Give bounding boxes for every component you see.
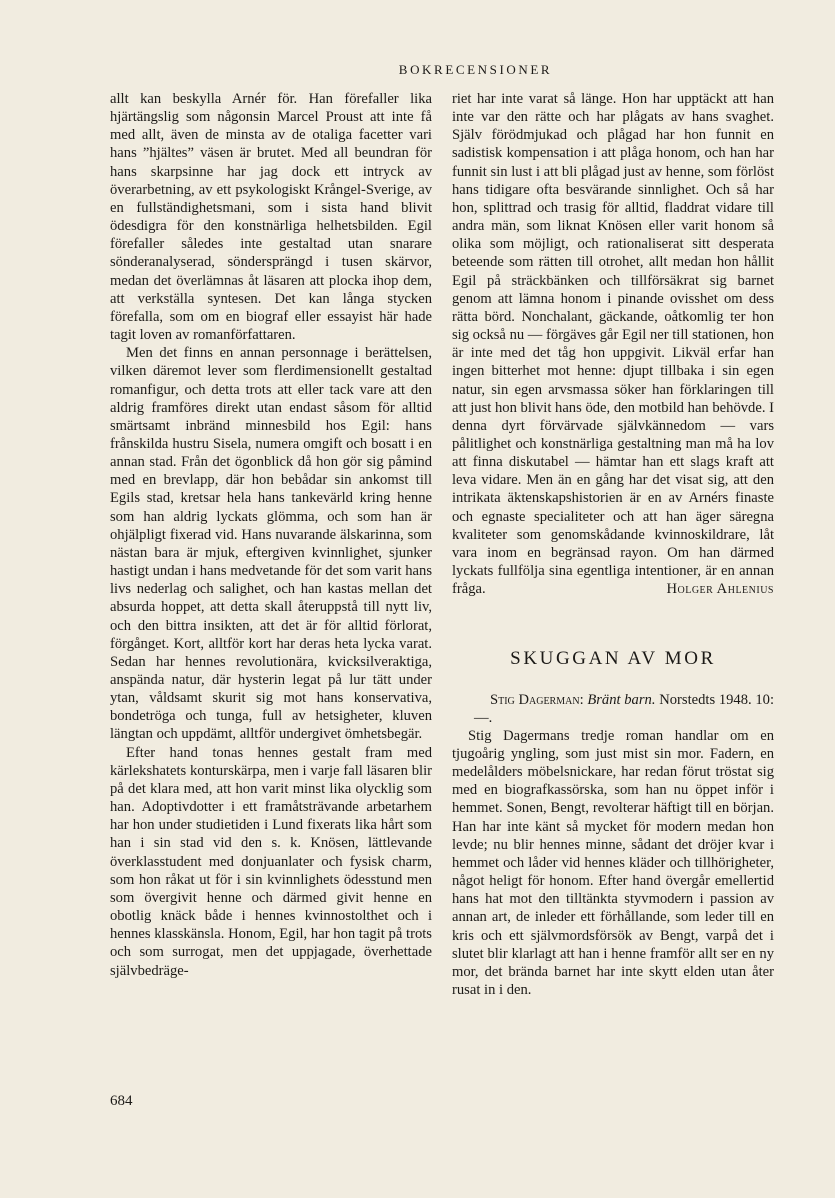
bibliography-author: Stig Dagerman:	[490, 691, 584, 708]
review-paragraph-1: Stig Dagermans tredje roman handlar om en tjugoårig yngling, som just mist sin mor. Fadern, en medelålders möbelsnickare, har redan förut tröstat sig med en biografkassörska, som han nu öppet inför i hemmet. Sonen, Bengt, revolterar häftigt till en början. Han har inte känt så mycket för modern medan hon levde; nu blir hennes minne, sådant det dröjer kvar i hemmet och låder vid hennes kläder och tillhörigheter, något heligt för honom. Efter hand övergår emellertid hans hat mot den tilltänkta styvmodern i passion av annan art, de inleder ett förhållande, som leder till en kris och ett självmordsförsök av Bengt, varpå det i slutet blir klarlagt att han i henne framför allt ser en ny mor, det brända barnet har inte skytt elden utan åter rusat in i den.	[452, 727, 774, 999]
running-head	[0, 62, 835, 78]
left-column	[110, 90, 432, 980]
bibliography-publisher: Norstedts 1948. 10: —.	[474, 691, 774, 726]
review-title: SKUGGAN AV MOR	[510, 648, 716, 670]
page-number: 684	[110, 1093, 133, 1109]
left-paragraph-1: allt kan beskylla Arnér för. Han förefaller lika hjärtängslig som någonsin Marcel Proust att inte få med allt, även de minsta av de otaliga facetter vari hans ”hjältes” väsen är brutet. Med all beundran för hans skarpsinne har jag dock ett intryck av överarbetning, av ett psykologiskt Krångel-Sverige, av en fullständighetsmani, som i sista hand blivit ödesdigra för den konstnärliga helhetsbilden. Egil förefaller således inte gestaltad utan snarare sönderanalyserad, söndersprängd i tusen skärvor, medan det överlämnas åt läsaren att plocka ihop dem, att verkställa syntesen. Det kan långa stycken förefalla, som om en biograf eller essayist här hade tagit loven av romanförfattaren.	[110, 91, 432, 344]
right-paragraph-1	[452, 90, 774, 598]
review-signature: Holger Ahlenius	[666, 581, 774, 598]
bibliography-line	[452, 691, 774, 727]
left-paragraph-3: Efter hand tonas hennes gestalt fram med kärlekshatets konturskärpa, men i varje fall läsaren blir på det klara med, att hon varit minst lika olycklig som han. Adoptivdotter i ett framåtsträvande arbetarhem har hon under studietiden i Lund fixerats lika hårt som han i sin stad vid den s. k. Knösen, lättlevande överklasstudent med donjuanlater och fysisk charm, som hon råkat ut för i sin kvinnlighets ödesstund men som övergivit henne och därmed givit henne en obotlig knäck både i hennes kvinnostolthet och i hennes klasskänsla. Honom, Egil, har hon tagit på trots och som surrogat, men det uppjagade, överhettade självbedräge-	[110, 744, 432, 979]
bibliography-title: Bränt barn.	[587, 691, 656, 708]
running-head-text: BOKRECENSIONER	[398, 62, 553, 77]
left-paragraph-2: Men det finns en annan personnage i berättelsen, vilken däremot lever som flerdimensionellt gestaltad romanfigur, och detta trots att eller tack vare att den aldrig framföres direkt utan endast såsom för alltid smärtsamt inbränd minnesbild hos Egil: hans frånskilda hustru Sisela, numera omgift och bosatt i en annan stad. Från det ögonblick då hon gör sig påmind med en brevlapp, där hon bebådar sin ankomst till Egils stad, kretsar hela hans tankevärld kring henne som han aldrig lyckats glömma, och som han är ohjälpligt fixerad vid. Hans nuvarande älskarinna, som nästan bara är mjuk, eftergiven kvinnlighet, sjunker hastigt undan i hans medvetande för det som varit hans livs nederlag och salighet, och han kastas mellan det absurda hoppet, att detta skall återuppstå till nytt liv, och den bittra insikten, att det är för alltid förlorat, förgånget. Kort, alltför kort har deras heta lycka varat. Sedan har hennes revolutionära, kvicksilveraktiga, anspända natur, där hysterin legat på lur tätt under ytan, våldsamt skurit sig mot hans konservativa, bondetröga och tunga, full av hetsigheter, kluven längtan och uppdämt, alltför undergivet ömhetsbegär.	[110, 345, 432, 743]
right-column	[452, 90, 774, 999]
right-paragraph-1-text: riet har inte varat så länge. Hon har upptäckt att han inte var den rätte och har plågats av hans svaghet. Själv förödmjukad och plågad har hon funnit en sadistisk kompensation i att plåga honom, och han har funnit sin lust i att bli plågad just av henne, som förlöst hans tidigare ofta besvärande sinnlighet. Och så har hon, splittrad och trasig för alltid, fladdrat vidare till andra män, som liknat Knösen eller varit honom så olika som möjligt, och rationaliserat sitt desperata beteende som rätten till otrohet, allt medan hon hållit Egil på sträckbänken och tillförsäkrat sig barnet genom att lämna honom i pinande ovisshet om dess rätta börd. Nonchalant, gäckande, oåtkomlig ter hon sig också nu — förgäves går Egil ner till stationen, hon är inte med det tåg hon uppgivit. Likväl erfar han ingen bitterhet mot henne: djupt tillbaka i sin egen natur, sin egen arvsmassa söker han förklaringen till att just hon blivit hans öde, den motbild han behövde. I denna dyrt förvärvade självkännedom — vars pålitlighet och konstnärliga gestaltning man må ha lov att finna diskutabel — hämtar han ett slags kraft att leva vidare. Men än en gång har det visat sig, att den intrikata äktenskapshistorien är en av Arnérs finaste och egnaste specialiteter och att han äger säregna kvaliteter som genomskådande kvinnoskildrare, låt vara inom en begränsad rayon. Om han därmed lyckats fullfölja sina egentliga intentioner, är en annan fråga.	[452, 91, 774, 598]
